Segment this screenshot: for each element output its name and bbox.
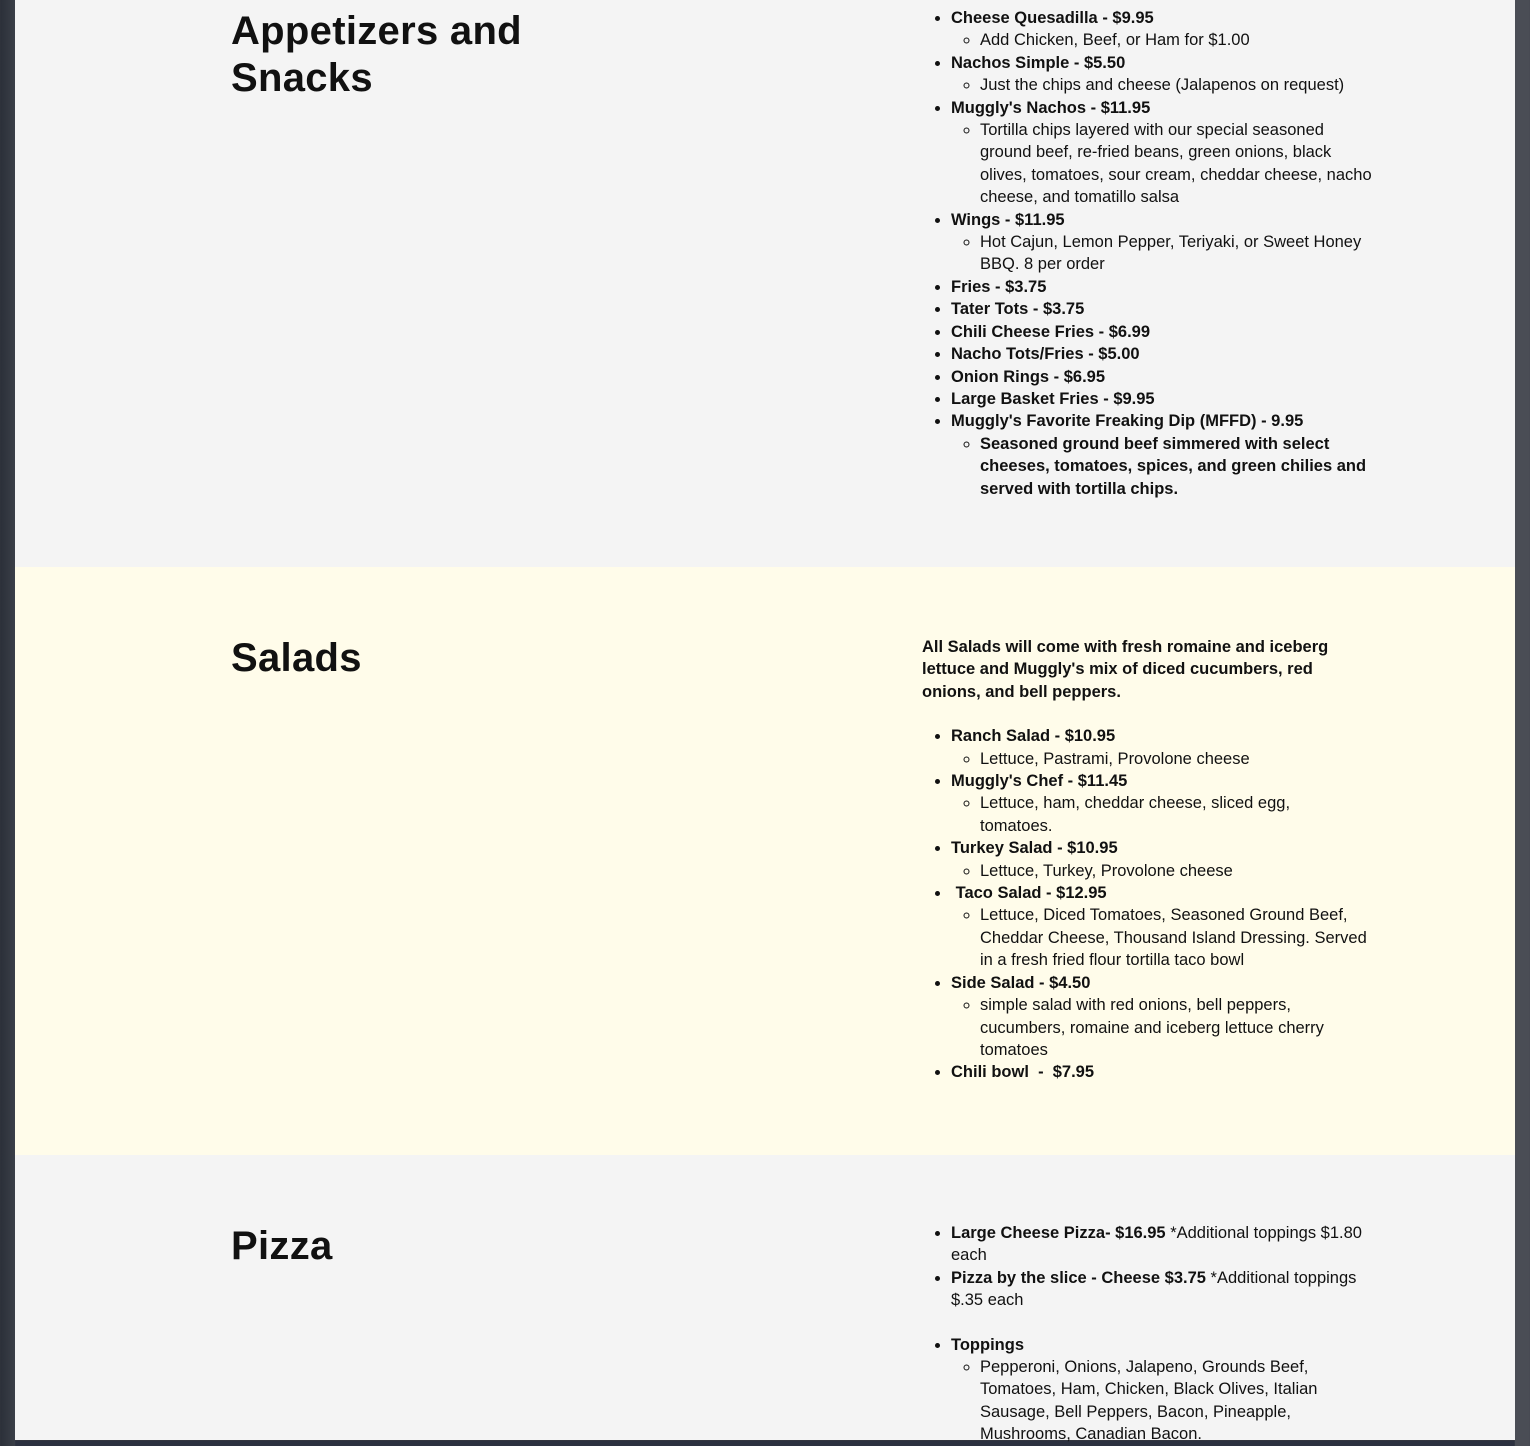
- salads-title: Salads: [231, 636, 362, 680]
- list-item: • Taco Salad - $12.95 ◦ Lettuce, Diced Tomatoes, Seasoned Ground Beef, Cheddar Cheese, Thousand Island Dressing. Served in a fresh fried flour tortilla taco bowl: [951, 882, 1372, 972]
- salads-section: [15, 567, 1515, 1155]
- item-description: ◦ Just the chips and cheese (Jalapenos on request): [980, 74, 1372, 96]
- list-item: • Onion Rings - $6.95: [951, 366, 1372, 388]
- list-item: • Side Salad - $4.50 ◦ simple salad with red onions, bell peppers, cucumbers, romaine and iceberg lettuce cherry tomatoes: [951, 972, 1372, 1062]
- list-item: • Large Basket Fries - $9.95: [951, 388, 1372, 410]
- pizza-section: [15, 1155, 1515, 1444]
- appetizers-title: Appetizers and Snacks: [231, 9, 522, 100]
- salads-intro: All Salads will come with fresh romaine and iceberg lettuce and Muggly's mix of diced cucumbers, red onions, and bell peppers.: [922, 638, 1329, 701]
- salads-content: [922, 636, 1372, 1084]
- item-description: ◦ Hot Cajun, Lemon Pepper, Teriyaki, or Sweet Honey BBQ. 8 per order: [980, 231, 1372, 276]
- appetizers-section: [15, 0, 1515, 567]
- item-description: ◦ Pepperoni, Onions, Jalapeno, Grounds Beef, Tomatoes, Ham, Chicken, Black Olives, Italian Sausage, Bell Peppers, Bacon, Pineapple, Mushrooms, Canadian Bacon.: [980, 1356, 1372, 1446]
- list-item: • Nachos Simple - $5.50 ◦ Just the chips and cheese (Jalapenos on request): [951, 52, 1372, 97]
- list-item: • Pizza by the slice - Cheese $3.75 *Additional toppings $.35 each: [951, 1267, 1372, 1312]
- item-description: ◦ Add Chicken, Beef, or Ham for $1.00: [980, 29, 1372, 51]
- list-item: • Turkey Salad - $10.95 ◦ Lettuce, Turkey, Provolone cheese: [951, 837, 1372, 882]
- list-item: • Muggly's Chef - $11.45 ◦ Lettuce, ham, cheddar cheese, sliced egg, tomatoes.: [951, 770, 1372, 837]
- toppings-list: [922, 1334, 1372, 1446]
- appetizers-content: [922, 7, 1372, 500]
- item-description: ◦ Seasoned ground beef simmered with select cheeses, tomatoes, spices, and green chilies and served with tortilla chips.: [980, 433, 1372, 500]
- pizza-title: Pizza: [231, 1224, 333, 1268]
- list-item: • Muggly's Favorite Freaking Dip (MFFD) - 9.95 ◦ Seasoned ground beef simmered with select cheeses, tomatoes, spices, and green chilies and served with tortilla chips.: [951, 410, 1372, 500]
- item-description: ◦ Lettuce, ham, cheddar cheese, sliced egg, tomatoes.: [980, 792, 1300, 837]
- item-description: ◦ Lettuce, Pastrami, Provolone cheese: [980, 748, 1372, 770]
- item-description: ◦ Lettuce, Turkey, Provolone cheese: [980, 860, 1372, 882]
- list-item: • Muggly's Nachos - $11.95 ◦ Tortilla chips layered with our special seasoned ground beef, re-fried beans, green onions, black olives, tomatoes, sour cream, cheddar cheese, nacho cheese, and tomatillo salsa: [951, 97, 1372, 209]
- item-description: ◦ simple salad with red onions, bell peppers, cucumbers, romaine and iceberg lettuce cherry tomatoes: [980, 994, 1330, 1061]
- list-item: • Chili Cheese Fries - $6.99: [951, 321, 1372, 343]
- pizza-content: [922, 1222, 1372, 1446]
- salads-list: [922, 725, 1372, 1084]
- list-item: • Ranch Salad - $10.95 ◦ Lettuce, Pastrami, Provolone cheese: [951, 725, 1372, 770]
- list-item: • Fries - $3.75: [951, 276, 1372, 298]
- appetizers-list: [922, 7, 1372, 500]
- pizza-list: [922, 1222, 1372, 1312]
- item-description: ◦ Tortilla chips layered with our special seasoned ground beef, re-fried beans, green onions, black olives, tomatoes, sour cream, cheddar cheese, nacho cheese, and tomatillo salsa: [980, 119, 1372, 209]
- list-item: • Toppings ◦ Pepperoni, Onions, Jalapeno, Grounds Beef, Tomatoes, Ham, Chicken, Black Olives, Italian Sausage, Bell Peppers, Bacon, Pineapple, Mushrooms, Canadian Bacon.: [951, 1334, 1372, 1446]
- item-description: ◦ Lettuce, Diced Tomatoes, Seasoned Ground Beef, Cheddar Cheese, Thousand Island Dressing. Served in a fresh fried flour tortilla taco bowl: [980, 904, 1372, 971]
- list-item: • Large Cheese Pizza- $16.95 *Additional toppings $1.80 each: [951, 1222, 1372, 1267]
- list-item: • Nacho Tots/Fries - $5.00: [951, 343, 1372, 365]
- list-item: • Cheese Quesadilla - $9.95 ◦ Add Chicken, Beef, or Ham for $1.00: [951, 7, 1372, 52]
- list-item: • Tater Tots - $3.75: [951, 298, 1372, 320]
- list-item: • Chili bowl - $7.95: [951, 1061, 1372, 1083]
- list-item: • Wings - $11.95 ◦ Hot Cajun, Lemon Pepper, Teriyaki, or Sweet Honey BBQ. 8 per order: [951, 209, 1372, 276]
